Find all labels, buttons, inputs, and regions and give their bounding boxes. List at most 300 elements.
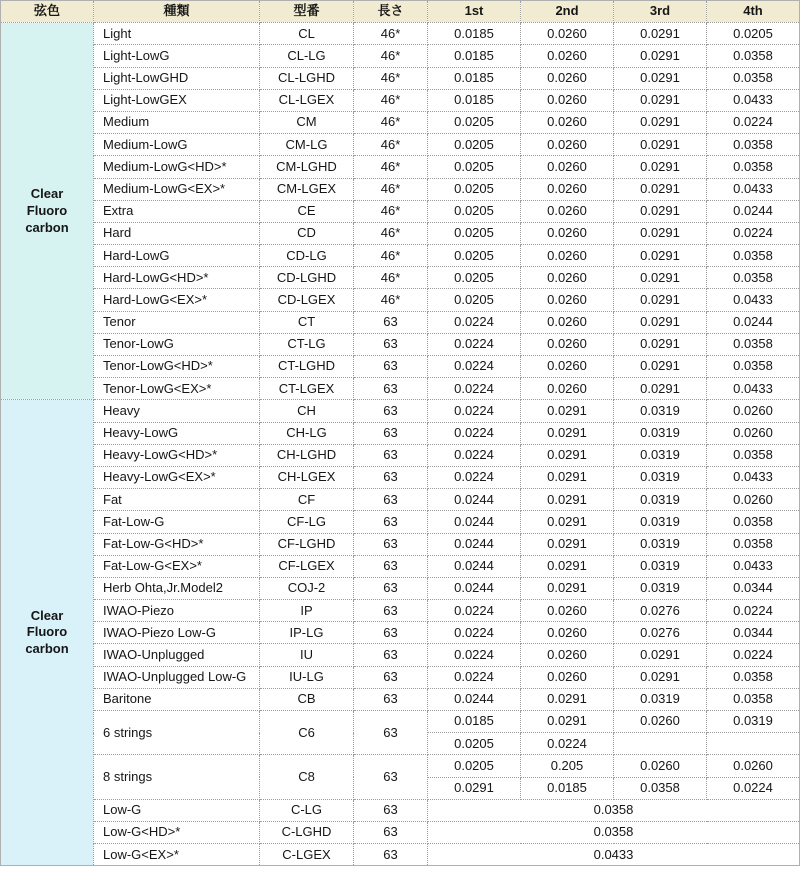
model-cell: C-LGHD <box>260 821 354 843</box>
length-cell: 63 <box>354 466 428 488</box>
length-cell: 46* <box>354 222 428 244</box>
value-cell: 0.0291 <box>521 711 614 733</box>
table-row <box>1 378 800 400</box>
value-cell: 0.0224 <box>428 311 521 333</box>
value-cell: 0.0433 <box>707 289 800 311</box>
type-cell: Hard-LowG<EX>* <box>94 289 260 311</box>
type-cell: Medium-LowG <box>94 134 260 156</box>
header-row <box>1 1 800 23</box>
model-cell: CM-LGHD <box>260 156 354 178</box>
length-cell: 63 <box>354 755 428 799</box>
model-cell: C-LG <box>260 799 354 821</box>
value-cell: 0.0224 <box>428 666 521 688</box>
type-cell: Light <box>94 23 260 45</box>
value-cell: 0.0244 <box>428 688 521 710</box>
length-cell: 63 <box>354 711 428 755</box>
type-cell: Fat-Low-G<HD>* <box>94 533 260 555</box>
value-cell-merged: 0.0358 <box>428 799 800 821</box>
value-cell: 0.0358 <box>707 444 800 466</box>
value-cell: 0.0224 <box>707 777 800 799</box>
value-cell: 0.0291 <box>521 466 614 488</box>
model-cell: CD-LGHD <box>260 267 354 289</box>
model-cell: C8 <box>260 755 354 799</box>
value-cell: 0.0276 <box>614 622 707 644</box>
value-cell: 0.0244 <box>428 577 521 599</box>
value-cell: 0.0260 <box>521 644 614 666</box>
length-cell: 63 <box>354 688 428 710</box>
type-cell: Herb Ohta,Jr.Model2 <box>94 577 260 599</box>
length-cell: 63 <box>354 821 428 843</box>
value-cell: 0.0205 <box>428 156 521 178</box>
length-cell: 63 <box>354 400 428 422</box>
value-cell: 0.0319 <box>614 489 707 511</box>
type-cell: Tenor-LowG <box>94 333 260 355</box>
model-cell: CF-LGHD <box>260 533 354 555</box>
value-cell: 0.0224 <box>428 444 521 466</box>
value-cell: 0.0276 <box>614 600 707 622</box>
model-cell: CL-LGEX <box>260 89 354 111</box>
value-cell: 0.0224 <box>428 422 521 444</box>
type-cell: Heavy-LowG <box>94 422 260 444</box>
value-cell: 0.0224 <box>428 356 521 378</box>
value-cell: 0.0205 <box>428 200 521 222</box>
table-row <box>1 134 800 156</box>
value-cell: 0.0358 <box>614 777 707 799</box>
type-cell: 8 strings <box>94 755 260 799</box>
table-row <box>1 755 800 777</box>
column-header-1st: 1st <box>428 1 521 23</box>
value-cell: 0.0260 <box>521 222 614 244</box>
value-cell: 0.0291 <box>614 356 707 378</box>
value-cell: 0.0185 <box>428 67 521 89</box>
table-row <box>1 111 800 133</box>
value-cell: 0.0260 <box>521 67 614 89</box>
value-cell: 0.0185 <box>428 23 521 45</box>
value-cell: 0.0260 <box>521 622 614 644</box>
model-cell: CL <box>260 23 354 45</box>
value-cell: 0.0291 <box>614 378 707 400</box>
length-cell: 46* <box>354 45 428 67</box>
length-cell: 46* <box>354 156 428 178</box>
value-cell: 0.0260 <box>707 400 800 422</box>
type-cell: Light-LowGEX <box>94 89 260 111</box>
type-cell: Fat-Low-G <box>94 511 260 533</box>
table-row <box>1 23 800 45</box>
model-cell: CM-LGEX <box>260 178 354 200</box>
value-cell: 0.0319 <box>614 533 707 555</box>
length-cell: 63 <box>354 489 428 511</box>
value-cell: 0.0260 <box>521 200 614 222</box>
value-cell: 0.0205 <box>428 755 521 777</box>
value-cell: 0.0291 <box>614 267 707 289</box>
value-cell: 0.0205 <box>707 23 800 45</box>
column-header-2nd: 2nd <box>521 1 614 23</box>
table-row <box>1 67 800 89</box>
value-cell: 0.0185 <box>521 777 614 799</box>
table-row <box>1 200 800 222</box>
table-row <box>1 400 800 422</box>
model-cell: CF-LG <box>260 511 354 533</box>
table-row <box>1 311 800 333</box>
length-cell: 63 <box>354 600 428 622</box>
length-cell: 63 <box>354 533 428 555</box>
model-cell: CF-LGEX <box>260 555 354 577</box>
table-row <box>1 356 800 378</box>
type-cell: Low-G<HD>* <box>94 821 260 843</box>
table-row <box>1 644 800 666</box>
model-cell: CM-LG <box>260 134 354 156</box>
value-cell: 0.0185 <box>428 89 521 111</box>
type-cell: Medium-LowG<HD>* <box>94 156 260 178</box>
table-header <box>1 1 800 23</box>
value-cell: 0.0433 <box>707 89 800 111</box>
value-cell: 0.0260 <box>521 311 614 333</box>
type-cell: Low-G<EX>* <box>94 844 260 866</box>
type-cell: Hard-LowG<HD>* <box>94 267 260 289</box>
value-cell: 0.0260 <box>521 111 614 133</box>
length-cell: 46* <box>354 89 428 111</box>
length-cell: 63 <box>354 577 428 599</box>
length-cell: 63 <box>354 799 428 821</box>
model-cell: IU-LG <box>260 666 354 688</box>
type-cell: Extra <box>94 200 260 222</box>
table-row <box>1 245 800 267</box>
model-cell: CH-LG <box>260 422 354 444</box>
length-cell: 63 <box>354 666 428 688</box>
value-cell-merged: 0.0433 <box>428 844 800 866</box>
length-cell: 63 <box>354 844 428 866</box>
value-cell: 0.0319 <box>614 400 707 422</box>
table-row <box>1 422 800 444</box>
value-cell: 0.0205 <box>428 134 521 156</box>
column-header-length: 長さ <box>354 1 428 23</box>
value-cell: 0.0260 <box>614 755 707 777</box>
value-cell: 0.0205 <box>428 222 521 244</box>
value-cell: 0.0358 <box>707 45 800 67</box>
type-cell: Baritone <box>94 688 260 710</box>
value-cell: 0.0205 <box>428 245 521 267</box>
type-cell: IWAO-Piezo <box>94 600 260 622</box>
value-cell: 0.0260 <box>521 267 614 289</box>
table-row <box>1 466 800 488</box>
length-cell: 63 <box>354 511 428 533</box>
type-cell: Hard-LowG <box>94 245 260 267</box>
value-cell: 0.0291 <box>614 333 707 355</box>
length-cell: 46* <box>354 178 428 200</box>
value-cell: 0.0344 <box>707 577 800 599</box>
value-cell: 0.0291 <box>614 23 707 45</box>
string-color-group-cell <box>1 23 94 400</box>
value-cell: 0.0291 <box>521 555 614 577</box>
table-row <box>1 577 800 599</box>
value-cell: 0.0291 <box>428 777 521 799</box>
value-cell: 0.0291 <box>614 45 707 67</box>
length-cell: 63 <box>354 333 428 355</box>
value-cell: 0.0291 <box>521 400 614 422</box>
length-cell: 46* <box>354 200 428 222</box>
table-row <box>1 688 800 710</box>
length-cell: 46* <box>354 267 428 289</box>
value-cell: 0.0224 <box>521 733 614 755</box>
value-cell: 0.0319 <box>614 444 707 466</box>
value-cell: 0.0358 <box>707 245 800 267</box>
string-color-group-cell <box>1 400 94 866</box>
column-header-string-color: 弦色 <box>1 1 94 23</box>
table-row <box>1 821 800 843</box>
value-cell: 0.0244 <box>707 311 800 333</box>
value-cell: 0.0319 <box>614 688 707 710</box>
group-label: Clear Fluoro carbon <box>25 185 69 235</box>
group-label: Clear Fluoro carbon <box>25 607 69 657</box>
table-body <box>1 23 800 866</box>
model-cell: CT-LG <box>260 333 354 355</box>
value-cell: 0.0358 <box>707 267 800 289</box>
value-cell: 0.0358 <box>707 67 800 89</box>
length-cell: 63 <box>354 444 428 466</box>
value-cell: 0.0260 <box>707 755 800 777</box>
length-cell: 46* <box>354 23 428 45</box>
model-cell: IU <box>260 644 354 666</box>
value-cell: 0.0358 <box>707 688 800 710</box>
model-cell: CD-LG <box>260 245 354 267</box>
value-cell: 0.0291 <box>521 511 614 533</box>
length-cell: 63 <box>354 356 428 378</box>
table-row <box>1 533 800 555</box>
model-cell: C6 <box>260 711 354 755</box>
column-header-4th: 4th <box>707 1 800 23</box>
type-cell: Hard <box>94 222 260 244</box>
model-cell: CH <box>260 400 354 422</box>
value-cell: 0.0260 <box>521 378 614 400</box>
value-cell: 0.0319 <box>614 466 707 488</box>
length-cell: 63 <box>354 378 428 400</box>
value-cell: 0.0244 <box>428 511 521 533</box>
length-cell: 63 <box>354 422 428 444</box>
value-cell: 0.0319 <box>614 511 707 533</box>
table-row <box>1 178 800 200</box>
value-cell: 0.205 <box>521 755 614 777</box>
length-cell: 63 <box>354 555 428 577</box>
value-cell: 0.0291 <box>614 178 707 200</box>
value-cell-merged: 0.0358 <box>428 821 800 843</box>
value-cell: 0.0260 <box>521 156 614 178</box>
table-row <box>1 289 800 311</box>
value-cell: 0.0185 <box>428 711 521 733</box>
table-row <box>1 799 800 821</box>
type-cell: Fat-Low-G<EX>* <box>94 555 260 577</box>
model-cell: COJ-2 <box>260 577 354 599</box>
value-cell: 0.0291 <box>614 111 707 133</box>
table-row <box>1 711 800 733</box>
value-cell: 0.0224 <box>428 378 521 400</box>
type-cell: Low-G <box>94 799 260 821</box>
value-cell: 0.0185 <box>428 45 521 67</box>
value-cell: 0.0224 <box>707 644 800 666</box>
value-cell: 0.0224 <box>707 222 800 244</box>
model-cell: CH-LGHD <box>260 444 354 466</box>
model-cell: C-LGEX <box>260 844 354 866</box>
value-cell: 0.0260 <box>521 134 614 156</box>
table-row <box>1 45 800 67</box>
length-cell: 46* <box>354 289 428 311</box>
type-cell: IWAO-Unplugged Low-G <box>94 666 260 688</box>
type-cell: Medium-LowG<EX>* <box>94 178 260 200</box>
value-cell: 0.0433 <box>707 378 800 400</box>
value-cell: 0.0224 <box>707 600 800 622</box>
value-cell: 0.0224 <box>428 333 521 355</box>
type-cell: Heavy-LowG<HD>* <box>94 444 260 466</box>
length-cell: 46* <box>354 67 428 89</box>
value-cell: 0.0260 <box>521 600 614 622</box>
model-cell: CL-LG <box>260 45 354 67</box>
type-cell: Heavy <box>94 400 260 422</box>
table-row <box>1 89 800 111</box>
value-cell: 0.0319 <box>614 577 707 599</box>
value-cell: 0.0260 <box>521 23 614 45</box>
value-cell: 0.0260 <box>521 178 614 200</box>
type-cell: Tenor-LowG<EX>* <box>94 378 260 400</box>
type-cell: Tenor-LowG<HD>* <box>94 356 260 378</box>
value-cell: 0.0205 <box>428 267 521 289</box>
value-cell: 0.0291 <box>614 67 707 89</box>
value-cell: 0.0358 <box>707 134 800 156</box>
value-cell: 0.0358 <box>707 511 800 533</box>
length-cell: 63 <box>354 622 428 644</box>
value-cell: 0.0260 <box>614 711 707 733</box>
table-row <box>1 489 800 511</box>
length-cell: 46* <box>354 111 428 133</box>
model-cell: CD <box>260 222 354 244</box>
value-cell: 0.0433 <box>707 555 800 577</box>
length-cell: 63 <box>354 644 428 666</box>
model-cell: CD-LGEX <box>260 289 354 311</box>
value-cell: 0.0260 <box>707 422 800 444</box>
value-cell: 0.0224 <box>707 111 800 133</box>
table-row <box>1 666 800 688</box>
value-cell: 0.0224 <box>428 400 521 422</box>
model-cell: CT-LGHD <box>260 356 354 378</box>
value-cell: 0.0433 <box>707 178 800 200</box>
value-cell: 0.0358 <box>707 333 800 355</box>
model-cell: CB <box>260 688 354 710</box>
value-cell: 0.0291 <box>614 200 707 222</box>
value-cell: 0.0205 <box>428 111 521 133</box>
table-row <box>1 844 800 866</box>
table-row <box>1 333 800 355</box>
value-cell: 0.0291 <box>614 644 707 666</box>
table-row <box>1 267 800 289</box>
value-cell: 0.0319 <box>707 711 800 733</box>
length-cell: 46* <box>354 245 428 267</box>
value-cell: 0.0244 <box>428 555 521 577</box>
type-cell: Heavy-LowG<EX>* <box>94 466 260 488</box>
value-cell: 0.0244 <box>428 533 521 555</box>
model-cell: CL-LGHD <box>260 67 354 89</box>
value-cell: 0.0319 <box>614 422 707 444</box>
column-header-model: 型番 <box>260 1 354 23</box>
type-cell: Light-LowG <box>94 45 260 67</box>
model-cell: CE <box>260 200 354 222</box>
value-cell: 0.0433 <box>707 466 800 488</box>
value-cell: 0.0205 <box>428 178 521 200</box>
value-cell: 0.0224 <box>428 644 521 666</box>
table-row <box>1 444 800 466</box>
value-cell: 0.0291 <box>614 156 707 178</box>
value-cell: 0.0205 <box>428 733 521 755</box>
value-cell: 0.0260 <box>521 333 614 355</box>
value-cell: 0.0260 <box>521 45 614 67</box>
type-cell: Medium <box>94 111 260 133</box>
length-cell: 46* <box>354 134 428 156</box>
value-cell: 0.0291 <box>521 533 614 555</box>
value-cell: 0.0291 <box>614 289 707 311</box>
type-cell: 6 strings <box>94 711 260 755</box>
value-cell: 0.0291 <box>521 422 614 444</box>
value-cell: 0.0260 <box>521 89 614 111</box>
column-header-type: 種類 <box>94 1 260 23</box>
value-cell: 0.0260 <box>521 245 614 267</box>
model-cell: IP <box>260 600 354 622</box>
length-cell: 63 <box>354 311 428 333</box>
value-cell: 0.0224 <box>428 600 521 622</box>
table-row <box>1 622 800 644</box>
value-cell: 0.0260 <box>521 666 614 688</box>
table-row <box>1 222 800 244</box>
value-cell: 0.0319 <box>614 555 707 577</box>
type-cell: IWAO-Unplugged <box>94 644 260 666</box>
value-cell: 0.0358 <box>707 666 800 688</box>
value-cell: 0.0260 <box>707 489 800 511</box>
table-row <box>1 156 800 178</box>
value-cell: 0.0358 <box>707 356 800 378</box>
value-cell: 0.0244 <box>707 200 800 222</box>
value-cell: 0.0344 <box>707 622 800 644</box>
value-cell: 0.0205 <box>428 289 521 311</box>
table-row <box>1 511 800 533</box>
type-cell: IWAO-Piezo Low-G <box>94 622 260 644</box>
table-row <box>1 555 800 577</box>
value-cell: 0.0260 <box>521 289 614 311</box>
model-cell: CM <box>260 111 354 133</box>
value-cell: 0.0291 <box>614 134 707 156</box>
value-cell: 0.0291 <box>614 89 707 111</box>
value-cell <box>707 733 800 755</box>
value-cell: 0.0291 <box>521 444 614 466</box>
value-cell: 0.0291 <box>614 245 707 267</box>
value-cell: 0.0291 <box>521 688 614 710</box>
value-cell: 0.0291 <box>614 222 707 244</box>
value-cell: 0.0291 <box>521 489 614 511</box>
type-cell: Light-LowGHD <box>94 67 260 89</box>
type-cell: Fat <box>94 489 260 511</box>
value-cell: 0.0224 <box>428 466 521 488</box>
value-cell: 0.0244 <box>428 489 521 511</box>
model-cell: CH-LGEX <box>260 466 354 488</box>
value-cell: 0.0358 <box>707 533 800 555</box>
type-cell: Tenor <box>94 311 260 333</box>
value-cell: 0.0291 <box>614 311 707 333</box>
table-row <box>1 600 800 622</box>
value-cell <box>614 733 707 755</box>
value-cell: 0.0358 <box>707 156 800 178</box>
value-cell: 0.0260 <box>521 356 614 378</box>
model-cell: CT <box>260 311 354 333</box>
value-cell: 0.0291 <box>521 577 614 599</box>
column-header-3rd: 3rd <box>614 1 707 23</box>
model-cell: CT-LGEX <box>260 378 354 400</box>
model-cell: CF <box>260 489 354 511</box>
model-cell: IP-LG <box>260 622 354 644</box>
